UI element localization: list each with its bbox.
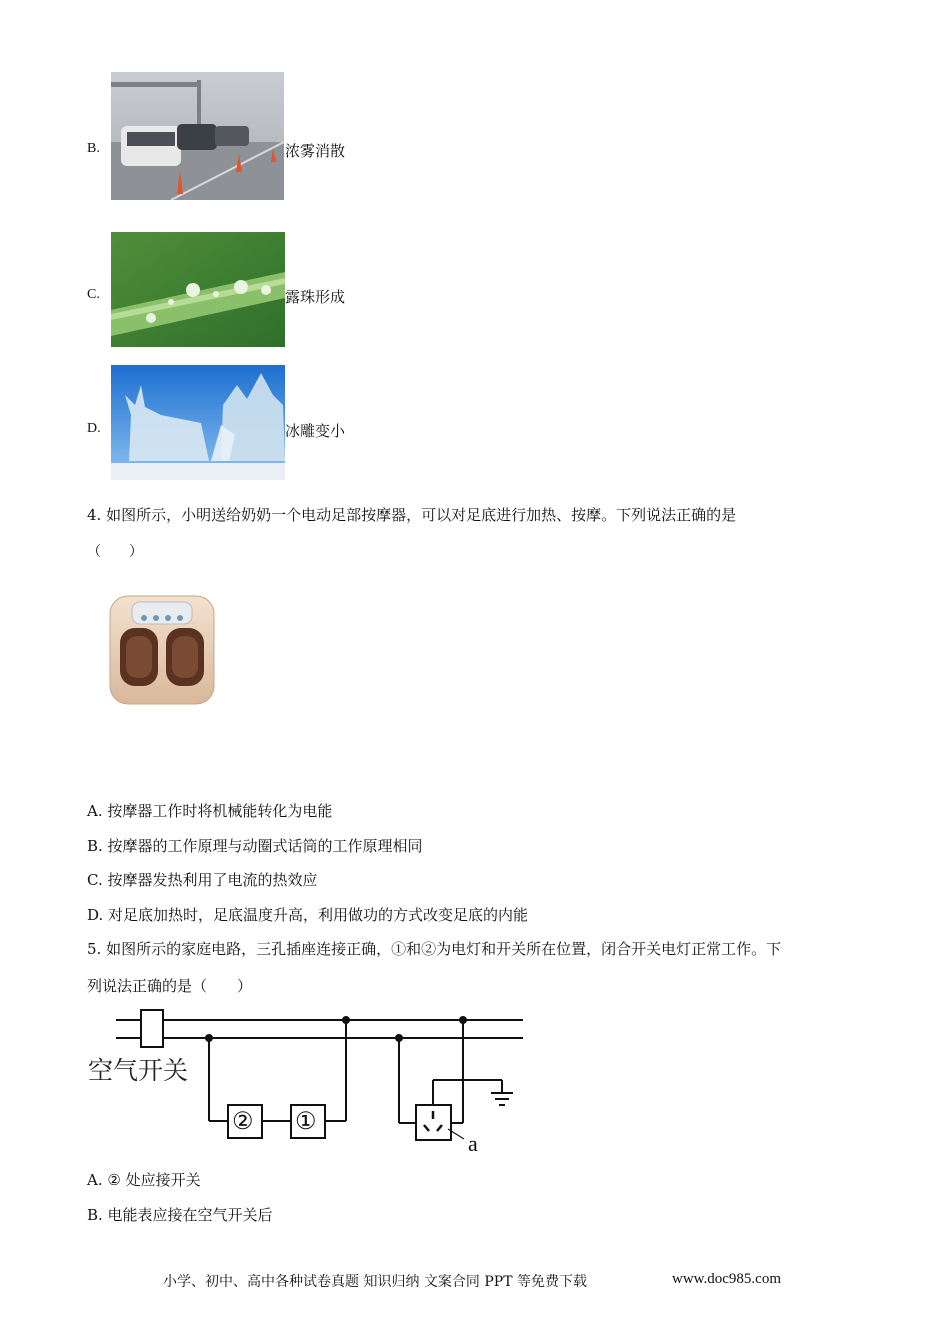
box-1-label: ① [295, 1107, 317, 1135]
dew-drops-image [111, 232, 285, 347]
option-d-text: 冰雕变小 [285, 422, 346, 440]
air-switch-label: 空气开关 [88, 1056, 189, 1085]
socket-a-label: a [468, 1131, 478, 1156]
option-b-letter: B. [87, 141, 100, 156]
household-circuit-diagram [86, 1005, 526, 1165]
ice-sculpture-image [111, 365, 285, 480]
q4-option-c: C. 按摩器发热利用了电流的热效应 [87, 871, 318, 889]
q5-option-a: A. ② 处应接开关 [87, 1171, 201, 1189]
box-2-label: ② [232, 1107, 254, 1135]
q4-option-a: A. 按摩器工作时将机械能转化为电能 [87, 802, 333, 820]
foot-massager-image [106, 590, 218, 708]
q4-stem: 4. 如图所示，小明送给奶奶一个电动足部按摩器，可以对足底进行加热、按摩。下列说法正确的是 [87, 506, 737, 524]
q5-option-b: B. 电能表应接在空气开关后 [87, 1206, 273, 1224]
fog-highway-image [111, 72, 284, 200]
q5-stem-line1: 5. 如图所示的家庭电路，三孔插座连接正确，①和②为电灯和开关所在位置，闭合开关电灯正常工作。下 [87, 940, 782, 958]
option-d-letter: D. [87, 421, 101, 436]
q4-option-b: B. 按摩器的工作原理与动圈式话筒的工作原理相同 [87, 837, 423, 855]
option-b-text: 浓雾消散 [285, 142, 346, 160]
q4-option-d: D. 对足底加热时，足底温度升高，利用做功的方式改变足底的内能 [87, 906, 529, 924]
option-c-letter: C. [87, 287, 100, 302]
q4-bracket: （ ） [87, 544, 143, 560]
footer-left: 小学、初中、高中各种试卷真题 知识归纳 文案合同 PPT 等免费下载 [163, 1274, 587, 1290]
option-c-text: 露珠形成 [285, 288, 346, 306]
footer-right-link[interactable]: www.doc985.com [672, 1271, 782, 1287]
q5-stem-line2: 列说法正确的是（ ） [87, 977, 253, 995]
